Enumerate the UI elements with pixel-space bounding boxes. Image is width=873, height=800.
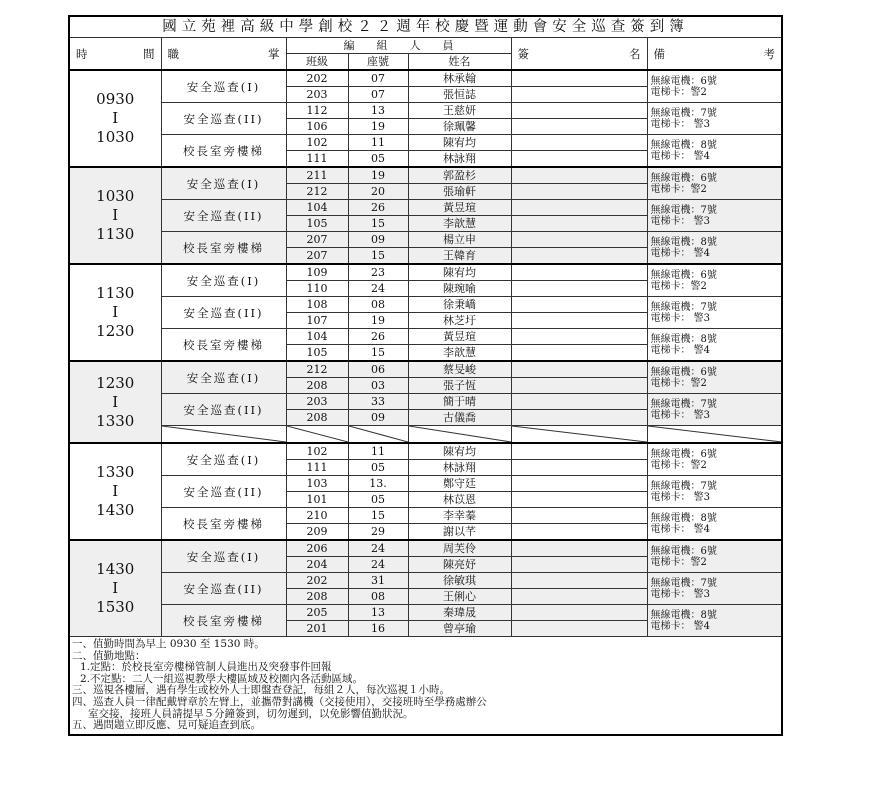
name-cell: 林詠翔: [408, 151, 511, 168]
note-line: 室交接，接班人員請提早５分鐘簽到，切勿遲到，以免影響值勤狀況。: [88, 707, 414, 720]
duty-cell: 校長室旁樓梯: [161, 508, 286, 541]
time-slot-line: 1030: [96, 128, 135, 146]
seat-cell: 15: [348, 508, 408, 524]
signature-cell[interactable]: [511, 184, 647, 200]
signature-cell[interactable]: [511, 378, 647, 394]
name-cell: 徐珮馨: [408, 119, 511, 135]
remark-line: 無線電機：8號: [650, 512, 717, 524]
class-cell: 104: [286, 329, 348, 345]
empty-class-cell: [286, 426, 348, 444]
header-seat: 座號: [348, 54, 408, 71]
name-cell: 張恒誌: [408, 87, 511, 103]
name-cell: 黃昱瑄: [408, 329, 511, 345]
remark-line: 電梯卡：警2: [650, 183, 707, 195]
seat-cell: 15: [348, 345, 408, 362]
strike-line: [287, 426, 348, 442]
empty-duty-cell: [161, 426, 286, 444]
signature-cell[interactable]: [511, 297, 647, 313]
duty-cell: 安全巡查(I): [161, 167, 286, 200]
signature-cell[interactable]: [511, 264, 647, 281]
signature-cell[interactable]: [511, 313, 647, 329]
class-cell: 208: [286, 378, 348, 394]
signature-cell[interactable]: [511, 605, 647, 621]
remark-cell: [647, 103, 782, 135]
name-cell: 王慈妍: [408, 103, 511, 119]
table-row: [69, 540, 782, 557]
class-cell: 209: [286, 524, 348, 541]
duty-cell: 校長室旁樓梯: [161, 605, 286, 637]
name-cell: 林苡恩: [408, 492, 511, 508]
table-row: [69, 297, 782, 313]
name-cell: 周芙伶: [408, 540, 511, 557]
seat-cell: 26: [348, 329, 408, 345]
time-slot-line: 1130: [96, 284, 135, 302]
name-cell: 曾亭瑜: [408, 621, 511, 637]
time-slot: [69, 443, 161, 540]
remark-line: 電梯卡：警2: [650, 459, 707, 471]
note-line: 二、值勤地點：: [72, 649, 146, 662]
class-cell: 208: [286, 410, 348, 426]
header-time: 時 間: [69, 38, 161, 71]
name-cell: 鄭守廷: [408, 476, 511, 492]
remark-line: 無線電機：8號: [650, 333, 717, 345]
remark-line: 無線電機：6號: [650, 545, 717, 557]
class-cell: 211: [286, 167, 348, 184]
signature-cell[interactable]: [511, 573, 647, 589]
empty-name-cell: [408, 426, 511, 444]
name-cell: 王俐心: [408, 589, 511, 605]
signature-cell[interactable]: [511, 410, 647, 426]
duty-cell: 校長室旁樓梯: [161, 232, 286, 265]
note-line: 三、巡視各樓層，遇有學生或校外人士即盤查登記，每組２人，每次巡視１小時。: [72, 684, 450, 697]
class-cell: 103: [286, 476, 348, 492]
class-cell: 204: [286, 557, 348, 573]
name-cell: 李幸蓁: [408, 508, 511, 524]
remark-cell: [647, 232, 782, 265]
duty-cell: 安全巡查(II): [161, 200, 286, 232]
class-cell: 208: [286, 589, 348, 605]
table-row: [69, 605, 782, 621]
name-cell: 陳宥均: [408, 135, 511, 151]
name-cell: 張子恆: [408, 378, 511, 394]
name-cell: 徐敏琪: [408, 573, 511, 589]
remark-cell: [647, 443, 782, 476]
signature-cell[interactable]: [511, 621, 647, 637]
time-slot-line: 1130: [96, 225, 135, 243]
name-cell: 古儀喬: [408, 410, 511, 426]
seat-cell: 13: [348, 605, 408, 621]
class-cell: 111: [286, 460, 348, 476]
signature-cell[interactable]: [511, 476, 647, 492]
name-cell: 蔡旻峻: [408, 361, 511, 378]
remark-line: 無線電機：7號: [650, 301, 717, 313]
remark-line: 無線電機：8號: [650, 609, 717, 621]
class-cell: 101: [286, 492, 348, 508]
signature-cell[interactable]: [511, 216, 647, 232]
class-cell: 212: [286, 361, 348, 378]
table-row: [69, 232, 782, 248]
remark-line: 無線電機：7號: [650, 204, 717, 216]
seat-cell: 07: [348, 87, 408, 103]
class-cell: 210: [286, 508, 348, 524]
note-line: 一、值勤時間為早上 0930 至 1530 時。: [72, 638, 265, 650]
time-slot-line: 1330: [96, 411, 135, 430]
time-slot-line: 1230: [96, 373, 135, 392]
seat-cell: 11: [348, 135, 408, 151]
class-cell: 203: [286, 394, 348, 410]
header-group: 編 組 人 員: [286, 38, 511, 54]
name-cell: 秦瑋晟: [408, 605, 511, 621]
notes-section: [68, 637, 783, 736]
table-row: [69, 361, 782, 378]
header-sign: 簽 名: [511, 38, 647, 71]
class-cell: 202: [286, 70, 348, 87]
seat-cell: 05: [348, 151, 408, 168]
remark-line: 電梯卡： 警3: [650, 215, 711, 227]
name-cell: 黃昱瑄: [408, 200, 511, 216]
signature-cell[interactable]: [511, 119, 647, 135]
seat-cell: 11: [348, 443, 408, 460]
seat-cell: 19: [348, 313, 408, 329]
signature-cell[interactable]: [511, 200, 647, 216]
name-cell: 徐秉嶠: [408, 297, 511, 313]
seat-cell: 05: [348, 460, 408, 476]
class-cell: 212: [286, 184, 348, 200]
remark-cell: [647, 329, 782, 362]
signature-cell[interactable]: [511, 281, 647, 297]
name-cell: 張瑜軒: [408, 184, 511, 200]
note-line: 四、巡查人員一律配戴臂章於左臂上，並攜帶對講機（交接使用），交接班時至學務處辦公: [72, 695, 487, 708]
table-row: [69, 443, 782, 460]
duty-cell: 安全巡查(I): [161, 70, 286, 103]
header-name: 姓名: [408, 54, 511, 71]
seat-cell: 23: [348, 264, 408, 281]
signature-cell[interactable]: [511, 329, 647, 345]
remark-line: 無線電機：6號: [650, 172, 717, 184]
signature-cell[interactable]: [511, 524, 647, 541]
class-cell: 112: [286, 103, 348, 119]
class-cell: 105: [286, 345, 348, 362]
seat-cell: 31: [348, 573, 408, 589]
remark-line: 電梯卡： 警4: [650, 523, 711, 535]
seat-cell: 13: [348, 103, 408, 119]
remark-cell: [647, 605, 782, 637]
class-cell: 108: [286, 297, 348, 313]
time-slot-line: 1330: [96, 463, 135, 481]
class-cell: 111: [286, 151, 348, 168]
strike-line: [162, 426, 286, 442]
class-cell: 107: [286, 313, 348, 329]
name-cell: 楊立申: [408, 232, 511, 248]
empty-seat-cell: [348, 426, 408, 444]
remark-cell: [647, 476, 782, 508]
time-slot: [69, 264, 161, 361]
table-row: [69, 200, 782, 216]
remark-line: 無線電機：8號: [650, 139, 717, 151]
name-cell: 陳琬喻: [408, 281, 511, 297]
remark-cell: [647, 70, 782, 103]
remark-line: 電梯卡：警2: [650, 280, 707, 292]
time-slot-line: I: [112, 579, 119, 597]
signature-cell[interactable]: [511, 540, 647, 557]
remark-line: 無線電機：7號: [650, 398, 717, 410]
name-cell: 李歆慧: [408, 216, 511, 232]
note-line: 1.定點：於校長室旁樓梯管制人員進出及突發事件回報: [80, 661, 332, 674]
remark-line: 無線電機：7號: [650, 480, 717, 492]
table-row: [69, 573, 782, 589]
class-cell: 109: [286, 264, 348, 281]
time-slot-line: I: [112, 109, 119, 127]
duty-cell: 安全巡查(I): [161, 361, 286, 394]
remark-cell: [647, 264, 782, 297]
remark-cell: [647, 200, 782, 232]
remark-line: 電梯卡：警2: [650, 377, 707, 389]
duty-cell: 安全巡查(I): [161, 264, 286, 297]
page-title: 國立苑裡高級中學創校２２週年校慶暨運動會安全巡查簽到簿: [69, 16, 782, 38]
table-row: [69, 167, 782, 184]
seat-cell: 08: [348, 297, 408, 313]
name-cell: 簡于晴: [408, 394, 511, 410]
time-slot-line: I: [112, 392, 119, 411]
seat-cell: 26: [348, 200, 408, 216]
strike-line: [648, 426, 782, 442]
seat-cell: 24: [348, 540, 408, 557]
remark-line: 無線電機：7號: [650, 577, 717, 589]
signature-cell[interactable]: [511, 394, 647, 410]
remark-line: 電梯卡：警2: [650, 86, 707, 98]
remark-cell: [647, 167, 782, 200]
seat-cell: 07: [348, 70, 408, 87]
duty-cell: 安全巡查(II): [161, 103, 286, 135]
seat-cell: 19: [348, 167, 408, 184]
remark-line: 無線電機：6號: [650, 75, 717, 87]
roster-sheet: [68, 15, 781, 736]
seat-cell: 24: [348, 281, 408, 297]
class-cell: 206: [286, 540, 348, 557]
remark-cell: [647, 540, 782, 573]
signature-cell[interactable]: [511, 103, 647, 119]
header-remark: 備 考: [647, 38, 782, 71]
name-cell: 郭盈杉: [408, 167, 511, 184]
time-slot-line: 1430: [96, 560, 135, 578]
duty-cell: 安全巡查(II): [161, 476, 286, 508]
remark-line: 電梯卡： 警3: [650, 409, 711, 421]
remark-cell: [647, 394, 782, 426]
duty-cell: 安全巡查(II): [161, 297, 286, 329]
time-slot: [69, 540, 161, 637]
duty-cell: 安全巡查(II): [161, 394, 286, 426]
remark-line: 電梯卡： 警4: [650, 247, 711, 259]
signature-cell[interactable]: [511, 70, 647, 87]
seat-cell: 09: [348, 232, 408, 248]
strike-line: [409, 426, 511, 442]
remark-line: 電梯卡： 警4: [650, 620, 711, 632]
roster-table: [68, 15, 783, 637]
class-cell: 110: [286, 281, 348, 297]
duty-cell: 校長室旁樓梯: [161, 135, 286, 168]
time-slot-line: I: [112, 482, 119, 500]
signature-cell[interactable]: [511, 248, 647, 265]
signature-cell[interactable]: [511, 135, 647, 151]
signature-cell[interactable]: [511, 460, 647, 476]
seat-cell: 19: [348, 119, 408, 135]
time-slot-line: 0930: [96, 90, 135, 108]
signature-cell[interactable]: [511, 345, 647, 362]
remark-cell: [647, 297, 782, 329]
seat-cell: 29: [348, 524, 408, 541]
class-cell: 207: [286, 248, 348, 265]
remark-line: 無線電機：6號: [650, 269, 717, 281]
duty-cell: 安全巡查(I): [161, 443, 286, 476]
seat-cell: 06: [348, 361, 408, 378]
signature-cell[interactable]: [511, 361, 647, 378]
note-line: 五、遇問題立即反應、見可疑追查到底。: [72, 719, 261, 732]
time-slot-line: I: [112, 206, 119, 224]
signature-cell[interactable]: [511, 557, 647, 573]
remark-line: 電梯卡： 警3: [650, 588, 711, 600]
class-cell: 205: [286, 605, 348, 621]
seat-cell: 09: [348, 410, 408, 426]
remark-cell: [647, 361, 782, 394]
class-cell: 105: [286, 216, 348, 232]
seat-cell: 24: [348, 557, 408, 573]
table-row: [69, 135, 782, 151]
class-cell: 104: [286, 200, 348, 216]
seat-cell: 33: [348, 394, 408, 410]
time-slot: [69, 70, 161, 167]
signature-cell[interactable]: [511, 232, 647, 248]
table-row: [69, 70, 782, 87]
name-cell: 林詠翔: [408, 460, 511, 476]
table-row: [69, 476, 782, 492]
empty-remark-cell: [647, 426, 782, 444]
remark-line: 無線電機：8號: [650, 236, 717, 248]
name-cell: 林芝圩: [408, 313, 511, 329]
name-cell: 林承翰: [408, 70, 511, 87]
class-cell: 201: [286, 621, 348, 637]
time-slot-line: 1230: [96, 322, 135, 340]
remark-line: 電梯卡： 警3: [650, 491, 711, 503]
class-cell: 102: [286, 443, 348, 460]
seat-cell: 13.: [348, 476, 408, 492]
seat-cell: 15: [348, 248, 408, 265]
table-row: [69, 394, 782, 410]
time-slot-line: 1030: [96, 187, 135, 205]
name-cell: 陳宥均: [408, 264, 511, 281]
duty-cell: 校長室旁樓梯: [161, 329, 286, 362]
note-line: 2.不定點：二人一組巡視教學大樓區域及校園內各活動區域。: [80, 672, 364, 685]
name-cell: 陳宥均: [408, 443, 511, 460]
class-cell: 207: [286, 232, 348, 248]
signature-cell[interactable]: [511, 589, 647, 605]
signature-cell[interactable]: [511, 492, 647, 508]
header-duty: 職 掌: [161, 38, 286, 71]
table-row: [69, 103, 782, 119]
remark-line: 無線電機：6號: [650, 448, 717, 460]
time-slot-line: I: [112, 303, 119, 321]
remark-line: 無線電機：6號: [650, 366, 717, 378]
remark-cell: [647, 135, 782, 168]
remark-line: 電梯卡： 警4: [650, 150, 711, 162]
remark-line: 電梯卡： 警3: [650, 118, 711, 130]
remark-line: 電梯卡： 警3: [650, 312, 711, 324]
time-slot: [69, 167, 161, 264]
seat-cell: 08: [348, 589, 408, 605]
time-slot-line: 1430: [96, 501, 135, 519]
class-cell: 106: [286, 119, 348, 135]
name-cell: 李歆慧: [408, 345, 511, 362]
table-row: [69, 329, 782, 345]
name-cell: 陳亮妤: [408, 557, 511, 573]
signature-cell[interactable]: [511, 443, 647, 460]
name-cell: 王韓育: [408, 248, 511, 265]
table-row: [69, 508, 782, 524]
remark-line: 電梯卡： 警4: [650, 344, 711, 356]
name-cell: 謝以芊: [408, 524, 511, 541]
seat-cell: 15: [348, 216, 408, 232]
duty-cell: 安全巡查(I): [161, 540, 286, 573]
seat-cell: 05: [348, 492, 408, 508]
signature-cell[interactable]: [511, 87, 647, 103]
seat-cell: 03: [348, 378, 408, 394]
remark-line: 電梯卡：警2: [650, 556, 707, 568]
signature-cell[interactable]: [511, 167, 647, 184]
class-cell: 202: [286, 573, 348, 589]
seat-cell: 20: [348, 184, 408, 200]
table-row: [69, 264, 782, 281]
duty-cell: 安全巡查(II): [161, 573, 286, 605]
seat-cell: 16: [348, 621, 408, 637]
signature-cell[interactable]: [511, 508, 647, 524]
time-slot: [69, 361, 161, 443]
remark-cell: [647, 573, 782, 605]
class-cell: 203: [286, 87, 348, 103]
empty-signature-cell: [511, 426, 647, 444]
remark-line: 無線電機：7號: [650, 107, 717, 119]
remark-cell: [647, 508, 782, 541]
signature-cell[interactable]: [511, 151, 647, 168]
strike-line: [512, 426, 647, 442]
time-slot-line: 1530: [96, 598, 135, 616]
strike-line: [349, 426, 408, 442]
class-cell: 102: [286, 135, 348, 151]
header-class: 班級: [286, 54, 348, 71]
